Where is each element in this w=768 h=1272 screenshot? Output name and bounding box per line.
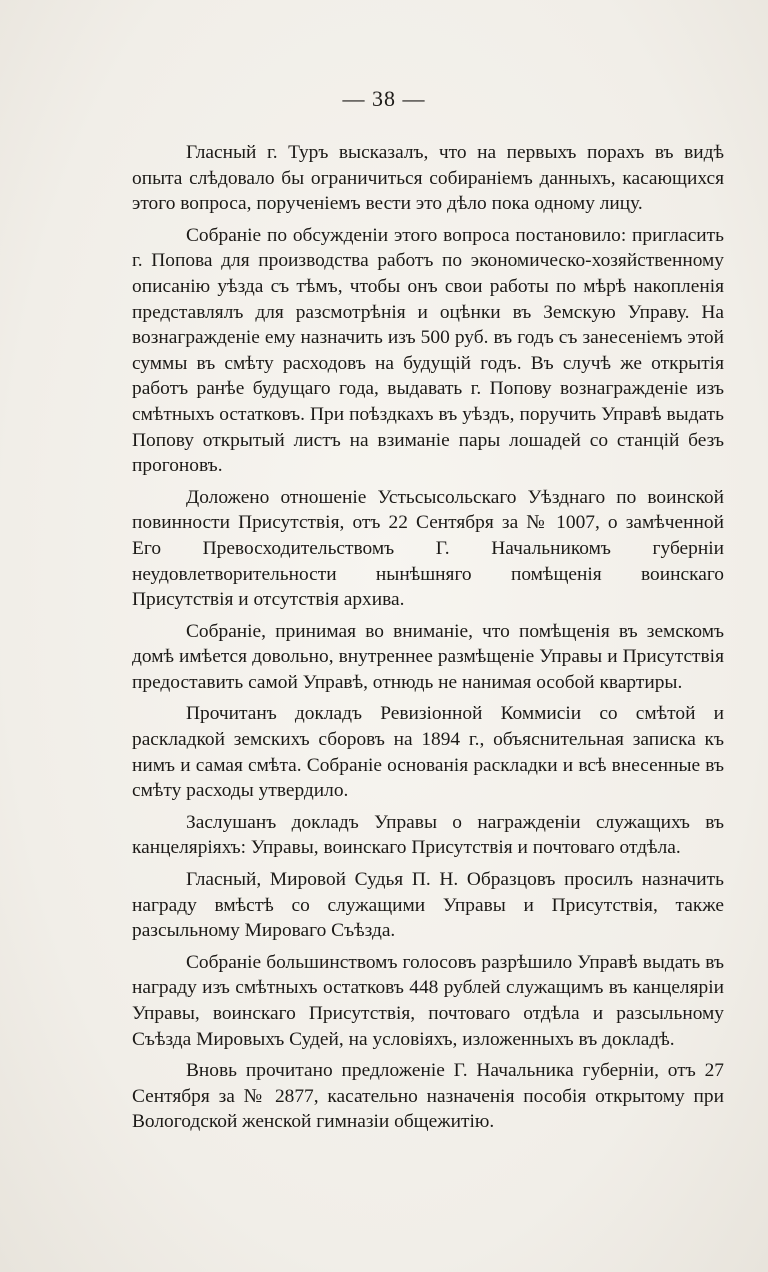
paragraph-9: Вновь прочитано предложеніе Г. Начальника губерніи, отъ 27 Сентября за № 2877, касательно назначенія пособія открытому при Вологодской женской гимназіи общежитію. [132,1060,724,1133]
paragraph-3: Доложено отношеніе Устьсысольскаго Уѣзднаго по воинской повинности Присутствія, отъ 22 Сентября за № 1007, о замѣченной Его Превосходительствомъ Г. Начальникомъ губерніи неудовлетворительности нынѣшняго помѣщенія воинскаго Присутствія и отсутствія архива. [132,486,724,611]
paragraph-6: Заслушанъ докладъ Управы о награжденіи служащихъ въ канцеляріяхъ: Управы, воинскаго Присутствія и почтоваго отдѣла. [132,811,724,859]
paragraph-1: Гласный г. Туръ высказалъ, что на первыхъ порахъ въ видѣ опыта слѣдовало бы ограничиться собираніемъ данныхъ, касающихся этого вопроса, порученіемъ вести это дѣло пока одному лицу. [132,142,724,215]
paragraph-5: Прочитанъ докладъ Ревизіонной Коммисіи со смѣтой и раскладкой земскихъ сборовъ на 1894 г., объяснительная записка къ нимъ и самая смѣта. Собраніе основанія раскладки и всѣ внесенные въ смѣту расходы утвердило. [132,703,724,802]
paragraph-2: Собраніе по обсужденіи этого вопроса постановило: пригласить г. Попова для производства работъ по экономическо-хозяйственному описанію уѣзда съ тѣмъ, чтобы онъ свои работы по мѣрѣ накопленія представлялъ для разсмотрѣнія и оцѣнки въ Земскую Управу. На вознагражденіе ему назначить изъ 500 руб. въ годъ съ занесеніемъ этой суммы въ смѣту расходовъ на будущій годъ. Въ случѣ же открытія работъ ранѣе будущаго года, выдавать г. Попову вознагражденіе изъ смѣтныхъ остатковъ. При поѣздкахъ въ уѣздъ, поручить Управѣ выдать Попову открытый листъ на взиманіе пары лошадей со станцій безъ прогоновъ. [132,224,724,477]
paragraph-8: Собраніе большинствомъ голосовъ разрѣшило Управѣ выдать въ награду изъ смѣтныхъ остатковъ 448 рублей служащимъ въ канцеляріи Управы, воинскаго Присутствія, почтоваго отдѣла и разсыльному Съѣзда Мировыхъ Судей, на условіяхъ, изложенныхъ въ докладѣ. [132,951,724,1050]
paragraph-7: Гласный, Мировой Судья П. Н. Образцовъ просилъ назначить награду вмѣстѣ со служащими Управы и Присутствія, также разсыльному Мироваго Съѣзда. [132,869,724,942]
paragraph-4: Собраніе, принимая во вниманіе, что помѣщенія въ земскомъ домѣ имѣется довольно, внутреннее размѣщеніе Управы и Присутствія предоставить самой Управѣ, отнюдь не нанимая особой квартиры. [132,620,724,693]
body-text [132,140,724,1139]
page-number: — 38 — [342,86,426,111]
